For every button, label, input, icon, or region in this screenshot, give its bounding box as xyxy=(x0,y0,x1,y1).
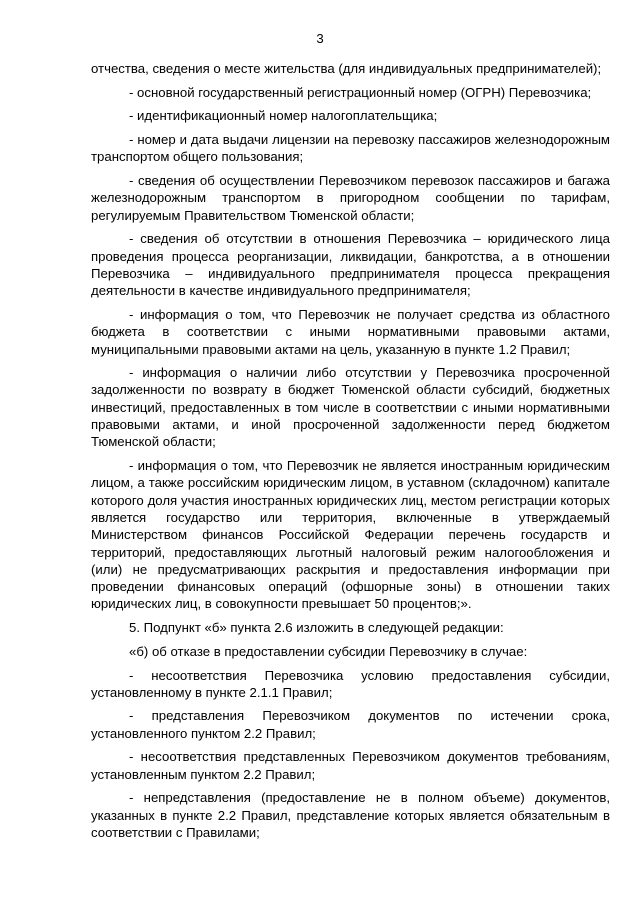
paragraph: - информация о том, что Перевозчик не получает средства из областного бюджета в соответствии с иными нормативными правовыми актами, муниципальными правовыми актами на цель, указанную в пункте 1.2 Правил; xyxy=(91,306,610,357)
paragraph: - непредставления (предоставление не в полном объеме) документов, указанных в пункте 2.2 Правил, представление которых является обязательным в соответствии с Правилами; xyxy=(91,790,610,841)
paragraph: «б) об отказе в предоставлении субсидии Перевозчику в случае: xyxy=(129,643,528,659)
paragraph: - основной государственный регистрационный номер (ОГРН) Перевозчика; xyxy=(129,84,592,100)
paragraph: - сведения об осуществлении Перевозчиком перевозок пассажиров и багажа железнодорожным транспортом в пригородном сообщении по тарифам, регулируемым Правительством Тюменской области; xyxy=(91,173,610,223)
paragraph: - несоответствия Перевозчика условию предоставления субсидии, установленному в пункте 2.1.1 Правил; xyxy=(91,667,610,700)
paragraph: - несоответствия представленных Перевозчиком документов требованиям, установленным пунктом 2.2 Правил; xyxy=(91,749,610,782)
paragraph: - идентификационный номер налогоплательщика; xyxy=(129,108,438,124)
paragraph: - представления Перевозчиком документов по истечении срока, установленного пунктом 2.2 Правил; xyxy=(91,708,610,741)
paragraph: - информация о наличии либо отсутствии у Перевозчика просроченной задолженности по возврату в бюджет Тюменской области субсидий, бюджетных инвестиций, предоставленных в том числе в соответствии с иными нормативными правовыми актами, и иной просроченной задолженности перед бюджетом Тюменской области; xyxy=(91,365,610,450)
paragraph: - сведения об отсутствии в отношения Перевозчика – юридического лица проведения процесса реорганизации, ликвидации, банкротства, а в отношении Перевозчика – индивидуального предпринимателя процесса прекращения деятельности в качестве индивидуального предпринимателя; xyxy=(91,231,610,299)
document-body xyxy=(91,60,610,848)
paragraph: отчества, сведения о месте жительства (для индивидуальных предпринимателей); xyxy=(91,61,602,76)
paragraph: 5. Подпункт «б» пункта 2.6 изложить в следующей редакции: xyxy=(129,620,504,636)
page-number: 3 xyxy=(316,31,324,46)
paragraph: - информация о том, что Перевозчик не является иностранным юридическим лицом, а также российским юридическим лицом, в уставном (складочном) капитале которого доля участия иностранных юридических лиц, местом регистрации которых является государство или территория, включенные в утверждаемый Министерством финансов Российской Федерации перечень государств и территорий, предоставляющих льготный налоговый режим налогообложения и (или) не предусматривающих раскрытия и предоставления информации при проведении финансовых операций (офшорные зоны) в отношении таких юридических лиц, в совокупности превышает 50 процентов;». xyxy=(91,458,610,612)
paragraph: - номер и дата выдачи лицензии на перевозку пассажиров железнодорожным транспортом общего пользования; xyxy=(91,132,610,165)
